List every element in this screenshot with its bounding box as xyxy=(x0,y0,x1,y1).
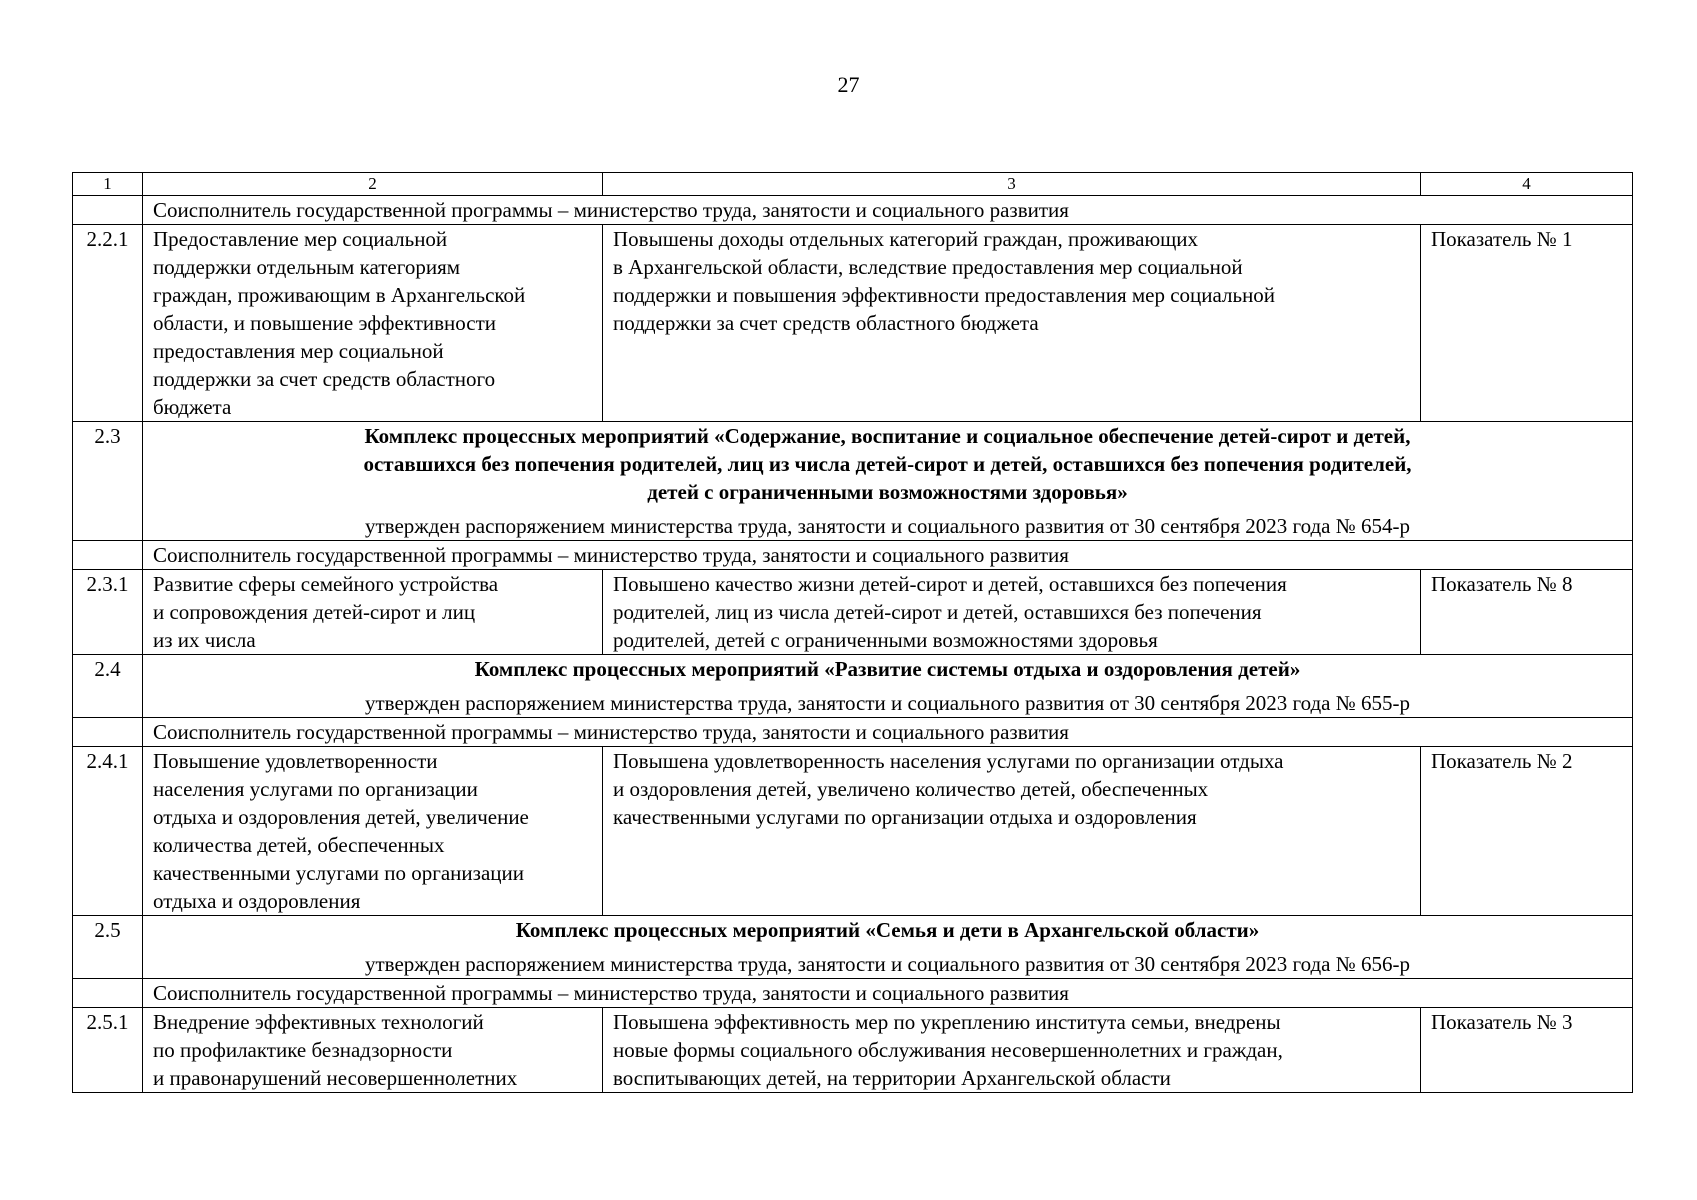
text-line: поддержки и повышения эффективности предоставления мер социальной xyxy=(613,283,1276,307)
item-number: 2.4.1 xyxy=(73,747,143,916)
text-line: родителей, детей с ограниченными возможностями здоровья xyxy=(613,628,1158,652)
text-line: Предоставление мер социальной xyxy=(153,227,448,251)
item-result xyxy=(603,747,1421,916)
item-task xyxy=(143,225,603,422)
empty-number-cell xyxy=(73,718,143,747)
column-number-1: 1 xyxy=(73,173,143,196)
section-approval-text: утвержден распоряжением министерства труда, занятости и социального развития от 30 сентября 2023 года № 656-р xyxy=(365,952,1410,976)
item-row xyxy=(73,1008,1633,1093)
text-line: и оздоровления детей, увеличено количество детей, обеспеченных xyxy=(613,777,1209,801)
section-title xyxy=(153,422,1622,506)
text-line: воспитывающих детей, на территории Архангельской области xyxy=(613,1066,1171,1090)
column-number-4: 4 xyxy=(1421,173,1633,196)
text-line: Повышены доходы отдельных категорий граждан, проживающих xyxy=(613,227,1199,251)
section-number: 2.3 xyxy=(73,422,143,541)
text-line: и правонарушений несовершеннолетних xyxy=(153,1066,518,1090)
co-executor-text: Соисполнитель государственной программы – министерство труда, занятости и социального развития xyxy=(143,541,1633,570)
text-line: качественными услугами по организации отдыха и оздоровления xyxy=(613,805,1197,829)
co-executor-text: Соисполнитель государственной программы – министерство труда, занятости и социального развития xyxy=(143,979,1633,1008)
text-line: из их числа xyxy=(153,628,256,652)
text-line: поддержки за счет средств областного бюджета xyxy=(613,311,1039,335)
co-executor-row xyxy=(73,979,1633,1008)
text-line: граждан, проживающим в Архангельской xyxy=(153,283,526,307)
text-line: в Архангельской области, вследствие предоставления мер социальной xyxy=(613,255,1243,279)
text-line: предоставления мер социальной xyxy=(153,339,444,363)
text-line: поддержки за счет средств областного xyxy=(153,367,496,391)
item-task xyxy=(143,1008,603,1093)
section-number: 2.5 xyxy=(73,916,143,979)
section-approval-text: утвержден распоряжением министерства труда, занятости и социального развития от 30 сентября 2023 года № 655-р xyxy=(365,691,1410,715)
section-row xyxy=(73,916,1633,979)
text-line: Повышена удовлетворенность населения услугами по организации отдыха xyxy=(613,749,1284,773)
item-number: 2.5.1 xyxy=(73,1008,143,1093)
co-executor-text: Соисполнитель государственной программы – министерство труда, занятости и социального развития xyxy=(143,718,1633,747)
section-title-line: Комплекс процессных мероприятий «Развитие системы отдыха и оздоровления детей» xyxy=(474,657,1301,681)
section-title-line: оставшихся без попечения родителей, лиц из числа детей-сирот и детей, оставшихся без попечения родителей, xyxy=(363,452,1412,476)
co-executor-row xyxy=(73,196,1633,225)
table-body xyxy=(73,173,1633,1093)
text-line: отдыха и оздоровления xyxy=(153,889,361,913)
page-number: 27 xyxy=(837,72,860,97)
item-task xyxy=(143,747,603,916)
section-cell xyxy=(143,422,1633,541)
item-row xyxy=(73,225,1633,422)
header-row xyxy=(73,173,1633,196)
section-title-line: Комплекс процессных мероприятий «Содержание, воспитание и социальное обеспечение детей-сирот и детей, xyxy=(364,424,1411,448)
text-line: отдыха и оздоровления детей, увеличение xyxy=(153,805,529,829)
text-line: Повышена эффективность мер по укреплению института семьи, внедрены xyxy=(613,1010,1281,1034)
co-executor-row xyxy=(73,718,1633,747)
item-indicator: Показатель № 8 xyxy=(1421,570,1633,655)
item-number: 2.2.1 xyxy=(73,225,143,422)
item-indicator: Показатель № 1 xyxy=(1421,225,1633,422)
text-line: по профилактике безнадзорности xyxy=(153,1038,453,1062)
text-line: населения услугами по организации xyxy=(153,777,478,801)
item-number: 2.3.1 xyxy=(73,570,143,655)
section-cell xyxy=(143,655,1633,718)
empty-number-cell xyxy=(73,979,143,1008)
section-row xyxy=(73,655,1633,718)
section-row xyxy=(73,422,1633,541)
item-result xyxy=(603,570,1421,655)
empty-number-cell xyxy=(73,196,143,225)
column-number-2: 2 xyxy=(143,173,603,196)
text-line: и сопровождения детей-сирот и лиц xyxy=(153,600,476,624)
text-line: Внедрение эффективных технологий xyxy=(153,1010,484,1034)
text-line: качественными услугами по организации xyxy=(153,861,524,885)
text-line: области, и повышение эффективности xyxy=(153,311,497,335)
item-indicator: Показатель № 3 xyxy=(1421,1008,1633,1093)
co-executor-row xyxy=(73,541,1633,570)
section-title-line: детей с ограниченными возможностями здоровья» xyxy=(647,480,1128,504)
item-result xyxy=(603,225,1421,422)
section-number: 2.4 xyxy=(73,655,143,718)
text-line: бюджета xyxy=(153,395,232,419)
section-cell xyxy=(143,916,1633,979)
text-line: Повышено качество жизни детей-сирот и детей, оставшихся без попечения xyxy=(613,572,1287,596)
section-approval-text: утвержден распоряжением министерства труда, занятости и социального развития от 30 сентября 2023 года № 654-р xyxy=(365,514,1410,538)
section-title xyxy=(153,655,1622,683)
section-title-line: Комплекс процессных мероприятий «Семья и дети в Архангельской области» xyxy=(515,918,1260,942)
section-title xyxy=(153,916,1622,944)
item-indicator: Показатель № 2 xyxy=(1421,747,1633,916)
text-line: новые формы социального обслуживания несовершеннолетних и граждан, xyxy=(613,1038,1283,1062)
co-executor-text: Соисполнитель государственной программы – министерство труда, занятости и социального развития xyxy=(143,196,1633,225)
text-line: Повышение удовлетворенности xyxy=(153,749,438,773)
item-row xyxy=(73,747,1633,916)
text-line: поддержки отдельным категориям xyxy=(153,255,461,279)
item-task xyxy=(143,570,603,655)
empty-number-cell xyxy=(73,541,143,570)
text-line: родителей, лиц из числа детей-сирот и детей, оставшихся без попечения xyxy=(613,600,1262,624)
item-row xyxy=(73,570,1633,655)
item-result xyxy=(603,1008,1421,1093)
text-line: количества детей, обеспеченных xyxy=(153,833,445,857)
program-table xyxy=(72,172,1633,1093)
text-line: Развитие сферы семейного устройства xyxy=(153,572,499,596)
column-number-3: 3 xyxy=(603,173,1421,196)
